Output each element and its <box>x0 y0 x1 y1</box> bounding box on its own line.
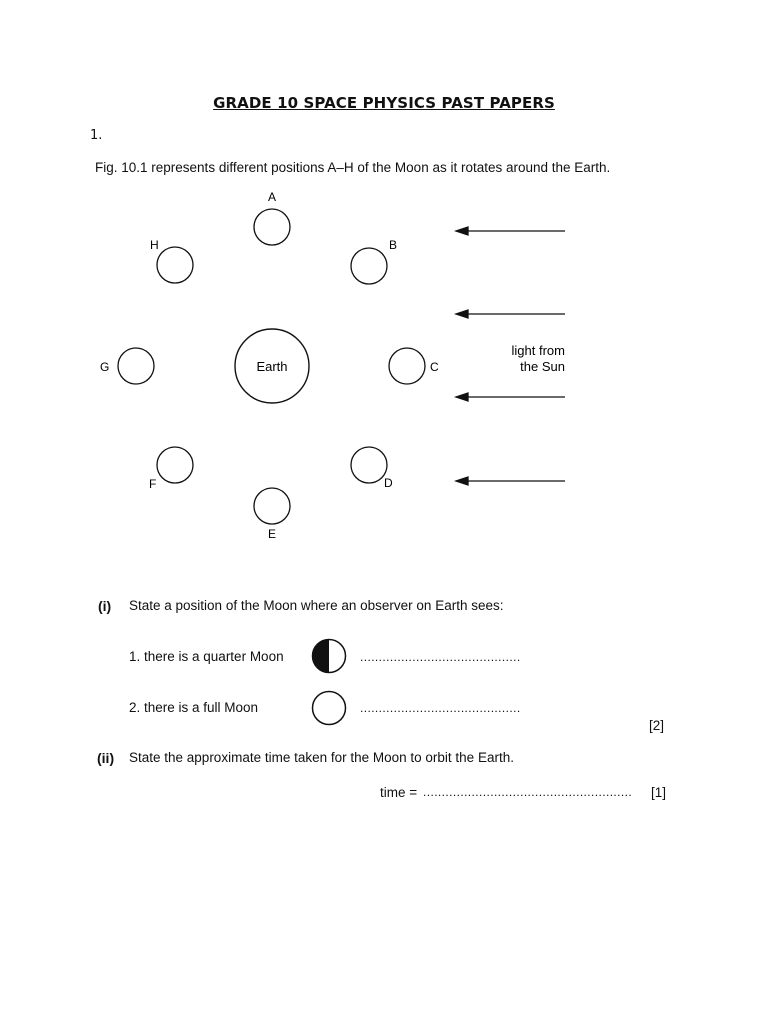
time-answer-label: time = <box>380 785 418 800</box>
question-number: 1. <box>90 128 103 143</box>
moon-label-e: E <box>267 527 277 540</box>
question-intro: Fig. 10.1 represents different positions A–H of the Moon as it rotates around the Earth. <box>95 160 611 175</box>
moon-label-c: C <box>430 360 439 374</box>
part-i-label: (i) <box>98 598 112 614</box>
part-ii-label: (ii) <box>97 750 115 766</box>
moon-orbit-diagram <box>0 180 768 540</box>
sunlight-label-line2: the Sun <box>520 359 565 374</box>
moon-label-b: B <box>389 238 398 252</box>
moon-position-h <box>157 247 193 283</box>
quarter-moon-item: 1. there is a quarter Moon <box>129 649 284 664</box>
part-i-marks: [2] <box>649 718 665 733</box>
moon-position-d <box>351 447 387 483</box>
quarter-moon-answer-line[interactable]: ........................................... <box>360 650 521 664</box>
full-moon-answer-line[interactable]: ........................................... <box>360 701 521 715</box>
moon-label-g: G <box>100 360 110 374</box>
quarter-moon-icon <box>311 638 347 674</box>
part-ii-prompt: State the approximate time taken for the Moon to orbit the Earth. <box>129 750 514 765</box>
moon-position-c <box>389 348 425 384</box>
sunlight-label-line1: light from <box>511 343 565 358</box>
part-i-prompt: State a position of the Moon where an observer on Earth sees: <box>129 598 504 613</box>
earth-label: Earth <box>256 359 288 374</box>
moon-position-b <box>351 248 387 284</box>
moon-position-e <box>254 488 290 524</box>
moon-position-a <box>254 209 290 245</box>
moon-label-f: F <box>149 477 157 491</box>
moon-label-h: H <box>150 238 159 252</box>
moon-label-a: A <box>267 190 277 204</box>
time-answer-line[interactable]: ........................................................ <box>423 785 633 799</box>
moon-position-g <box>118 348 154 384</box>
full-moon-item: 2. there is a full Moon <box>129 700 259 715</box>
page-title: GRADE 10 SPACE PHYSICS PAST PAPERS <box>213 94 555 112</box>
moon-label-d: D <box>384 476 393 490</box>
full-moon-icon <box>311 690 347 726</box>
part-ii-marks: [1] <box>651 785 667 800</box>
moon-position-f <box>157 447 193 483</box>
